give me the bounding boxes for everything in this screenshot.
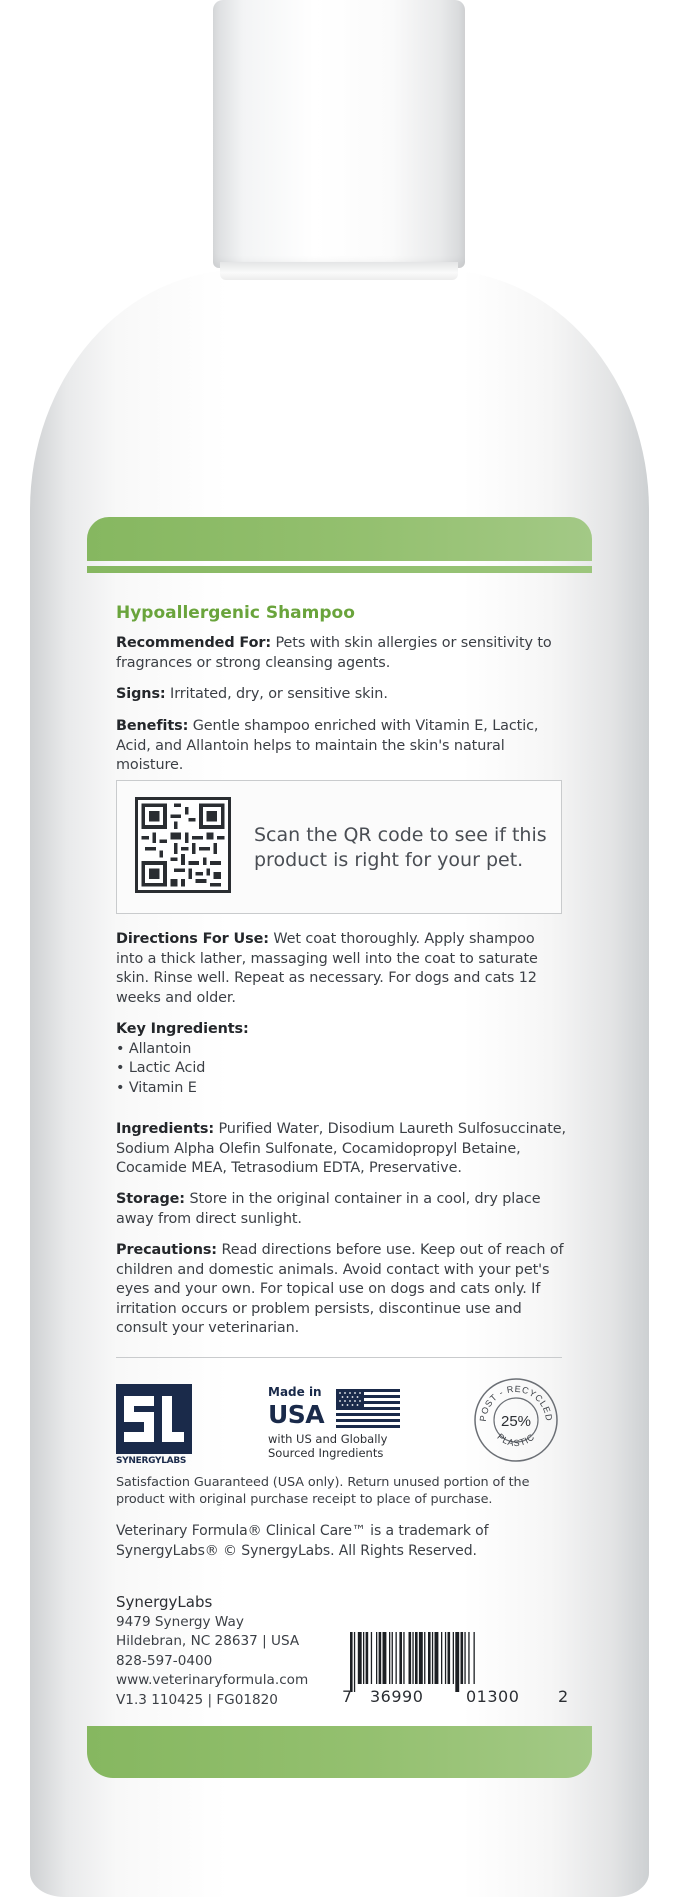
barcode-bar [403, 1632, 404, 1684]
recycle-percent: 25% [500, 1413, 532, 1430]
barcode-bar [445, 1632, 446, 1684]
storage-heading: Storage: [116, 1191, 185, 1207]
us-flag-icon [336, 1389, 400, 1429]
brand-name: SYNERGYLABS [116, 1456, 187, 1466]
barcode-bar [415, 1632, 418, 1684]
precautions-section [116, 1241, 566, 1339]
barcode-bar [358, 1632, 362, 1684]
recycle-bottom-text: PLASTIC [495, 1431, 537, 1449]
bottle-cap [213, 0, 465, 268]
label-top-band [87, 517, 592, 561]
signs-section [116, 685, 566, 705]
barcode-digit-group: 2 [558, 1687, 569, 1706]
barcode-bar [363, 1632, 364, 1684]
recycle-top-text: POST - RECYCLED [477, 1383, 555, 1422]
barcode-bar [350, 1632, 353, 1692]
barcode-bar [419, 1632, 423, 1684]
barcode-bar [468, 1632, 469, 1684]
ingredients-heading: Ingredients: [116, 1121, 214, 1137]
label-divider [116, 1357, 562, 1358]
label-top-stripe [87, 566, 592, 573]
barcode-bar [474, 1632, 475, 1684]
barcode-bar [455, 1632, 459, 1692]
qr-instruction: Scan the QR code to see if this product is right for your pet. [254, 824, 547, 871]
usa-text: USA [268, 1400, 325, 1429]
barcode-bar [461, 1632, 464, 1684]
barcode-bar [428, 1632, 431, 1684]
barcode-bar [412, 1632, 413, 1684]
recommended-text: Pets with skin allergies or sensitivity to fragrances or strong cleansing agents. [116, 635, 552, 671]
storage-section [116, 1190, 566, 1229]
directions-heading: Directions For Use: [116, 931, 269, 947]
list-item: • Vitamin E [116, 1079, 566, 1099]
synergylabs-logo-icon [116, 1384, 192, 1454]
trademark-text: Veterinary Formula® Clinical Care™ is a trademark of SynergyLabs® © SynergyLabs. All Rights Reserved. [116, 1523, 489, 1559]
barcode-icon [350, 1632, 564, 1692]
recommended-heading: Recommended For: [116, 635, 272, 651]
barcode-digit-group: 7 [342, 1687, 353, 1706]
barcode-digit-group: 01300 [466, 1687, 520, 1706]
list-item: • Allantoin [116, 1040, 566, 1060]
street-address: 9479 Synergy Way [116, 1613, 244, 1630]
precautions-heading: Precautions: [116, 1242, 217, 1258]
barcode-digit-group: 36990 [370, 1687, 424, 1706]
barcode-bar [371, 1632, 372, 1684]
label-bottom-band [87, 1726, 592, 1778]
key-ingredients-heading: Key Ingredients: [116, 1021, 249, 1037]
qr-panel [116, 780, 562, 914]
barcode-bar [464, 1632, 465, 1684]
company-name: SynergyLabs [116, 1593, 213, 1611]
ingredients-section [116, 1120, 566, 1179]
barcode-bar [448, 1632, 451, 1684]
directions-text: Wet coat thoroughly. Apply shampoo into a thick lather, massaging well into the coat to saturate skin. Rinse well. Repeat as necessary. For dogs and cats 12 weeks and older. [116, 931, 538, 1006]
signs-heading: Signs: [116, 686, 166, 702]
city-address: Hildebran, NC 28637 | USA [116, 1633, 300, 1649]
made-in-text: Made in [268, 1385, 322, 1399]
barcode-bar [354, 1632, 355, 1692]
satisfaction-text: Satisfaction Guaranteed (USA only). Return unused portion of the product with original purchase receipt to place of purchase. [116, 1475, 530, 1507]
storage-text: Store in the original container in a cool, dry place away from direct sunlight. [116, 1191, 541, 1227]
website: www.veterinaryformula.com [116, 1672, 309, 1688]
qr-code-icon[interactable] [135, 797, 231, 893]
benefits-heading: Benefits: [116, 718, 189, 734]
directions-section [116, 930, 566, 1008]
barcode-bar [432, 1632, 433, 1684]
barcode-bar [441, 1632, 442, 1684]
barcode-bar [379, 1632, 382, 1684]
benefits-text: Gentle shampoo enriched with Vitamin E, Lactic, Acid, and Allantoin helps to maintain the skin's natural moisture. [116, 718, 539, 773]
recycled-plastic-badge-icon [472, 1376, 560, 1464]
product-title: Hypoallergenic Shampoo [116, 603, 355, 623]
svg-text:PLASTIC [495, 1432, 536, 1449]
barcode-bar [396, 1632, 397, 1684]
barcode-bar [383, 1632, 387, 1684]
barcode-bar [366, 1632, 369, 1684]
version-code: V1.3 110425 | FG01820 [116, 1691, 278, 1708]
key-ingredients-section [116, 1020, 566, 1098]
barcode-bar [435, 1632, 439, 1684]
key-ingredients-list [116, 1040, 566, 1099]
phone-number: 828-597-0400 [116, 1652, 213, 1669]
barcode-bar [389, 1632, 390, 1684]
cap-ring [220, 262, 458, 280]
barcode-bar [376, 1632, 377, 1684]
benefits-section [116, 717, 566, 776]
barcode-bar [424, 1632, 425, 1684]
barcode-bar [392, 1632, 393, 1684]
usa-subtext: with US and Globally Sourced Ingredients [268, 1432, 388, 1460]
barcode-bar [409, 1632, 412, 1684]
ingredients-text: Purified Water, Disodium Laureth Sulfosuccinate, Sodium Alpha Olefin Sulfonate, Cocamidopropyl Betaine, Cocamide MEA, Tetrasodium EDTA, Preservative. [116, 1121, 566, 1176]
barcode-bar [453, 1632, 454, 1684]
address-block [116, 1593, 308, 1710]
list-item: • Lactic Acid [116, 1059, 566, 1079]
signs-text: Irritated, dry, or sensitive skin. [165, 686, 388, 702]
barcode-bar [399, 1632, 402, 1684]
precautions-text: Read directions before use. Keep out of reach of children and domestic animals. Avoid contact with your pet's eyes and your own. For topical use on dogs and cats only. If irritation occurs or problem persists, discontinue use and consult your veterinarian. [116, 1242, 564, 1336]
recommended-section [116, 634, 566, 673]
